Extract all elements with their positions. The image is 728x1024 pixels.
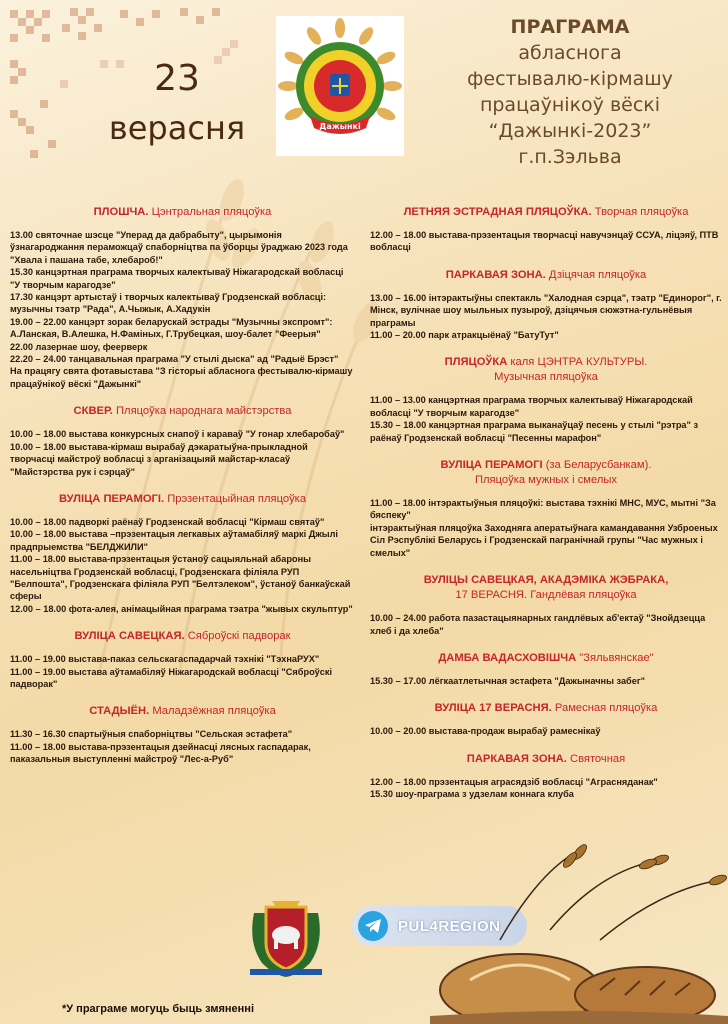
program-section [10,629,355,690]
title-line-4: працаўнікоў вёскі [479,94,661,116]
grodno-region-coat-of-arms [244,893,328,979]
section-heading-type: Прэзентацыйная пляцоўка [164,492,307,505]
section-heading-place: ДАМБА ВАДАСХОВІШЧА [438,651,577,664]
program-item: 11.00 – 18.00 выстава-прэзентацыя ўстаноў сацыяльнай абароны насельніцтва Гродзенскай вобласці, Гродзенскага філіяла РУП "Белпошта", Гродзенскага філіяла РУП "Белтэлеком", ўстаноў банкаўскай сферы [10,554,351,602]
date-day: 23 [154,58,200,99]
section-heading-line-2: 17 ВЕРАСНЯ. Гандлёвая пляцоўка [455,589,637,602]
program-item: 11.30 – 16.30 спартыўныя спаборніцтвы "Сельская эстафета" [10,729,293,740]
section-heading-place: ВУЛІЦЫ САВЕЦКАЯ, АКАДЭМІКА ЖЭБРАКА, [423,574,669,587]
program-item: 22.20 – 24.00 танцавальная праграма "У стылі дыска" ад "Радыё Брэст" [10,354,339,365]
program-item: 11.00 – 19.00 выстава аўтамабіляў Ніжагародскай вобласці "Сябpоўскі падворак" [10,666,333,689]
program-item: 12.00 – 18.00 выстава-прэзентацыя творчасці навучэнцаў ССУА, ліцэяў, ПТВ вобласці [370,230,719,253]
section-heading-place: ВУЛІЦА САВЕЦКАЯ. [74,630,185,643]
title-line-5: “Дажынкі-2023” [488,120,652,142]
program-item: 12.00 – 18.00 прэзентацыя аграсядзіб вобласці "Аграсняданак" [370,776,658,787]
program-item: 10.00 – 18.00 падворкі раёнаў Гродзенскай вобласці "Кірмаш святаў" [10,516,325,527]
program-item: 15.30 – 18.00 канцэртная праграма выканаўцаў песень у стылі "рэтра" з раёнаў Гродзенскай вобласці "Песенны марафон" [370,420,699,443]
section-heading [370,205,722,220]
section-heading-place: ПЛЯЦОЎКА [444,356,508,369]
program-section [10,704,355,765]
program-item: 17.30 канцэрт артыстаў і творчых калектываў Гродзенскай вобласці: музычны тэатр "Рада", А.Чыжык, А.Хадукін [10,292,327,315]
section-heading [10,629,355,644]
section-heading [10,492,355,507]
left-column [10,205,355,780]
program-item: 13.00 святочнае шэсце "Уперад да дабрабыту", цырымонія ўзнагароджання пераможцаў спаборніцтва па ўборцы ўраджаю 2023 года "Хвала і пашана табе, хлебароб!" [10,230,348,265]
program-item: 13.00 – 16.00 інтэрактыўны спектакль "Халодная сэрца", тэатр "Единорог", г. Мінск, вулічнае шоу мыльных пузыроў, дзіцячыя сюжэтна-гульнёвыя праграмы [370,292,722,328]
program-section [370,752,722,801]
title-line-2: абласнога [518,42,622,64]
section-heading-type: Пляцоўка народнага майстэрства [112,405,292,418]
program-section [10,492,355,615]
section-heading-place: ВУЛІЦА ПЕРАМОГІ. [58,492,165,505]
program-item: 11.00 – 18.00 выстава-прэзентацыя дзейнасці лясных гаспадарак, паказальныя выступленні майстроў "Лес-а-Руб" [10,741,311,765]
section-heading-type: Дзіцячая пляцоўка [545,268,647,281]
section-heading-place: СКВЕР. [73,405,113,418]
program-item: 10.00 – 24.00 работа пазастацыянарных гандлёвых аб'ектаў "Знойдзецца хлеб і да хлеба" [370,613,706,636]
program-section [370,458,722,559]
section-heading-type: Творчая пляцоўка [591,206,689,218]
section-heading [370,651,722,666]
section-heading [10,404,355,419]
section-heading-type: "Зяльвянскае" [576,651,654,664]
section-heading-line-2: Музычная пляцоўка [494,371,598,384]
program-section [10,404,355,478]
program-title [420,14,720,170]
program-item: 12.00 – 18.00 фота-алея, анімацыйная праграма тэатра "жывых скульптур" [10,603,353,614]
section-heading-type: Святочная [566,752,626,765]
program-section [370,651,722,687]
right-column [370,205,722,815]
section-heading-type: Цэнтральная пляцоўка [148,206,272,218]
program-section [370,205,722,254]
program-item: 19.00 – 22.00 канцэрт зорак беларускай эстрады "Музычны экспромт": А.Ланская, В.Алешка, Н.Фаміных, Г.Трубецкая, шоу-балет "Феерыя" [10,316,333,340]
section-heading-place: ПЛОШЧА. [93,206,149,218]
footer-note: *У праграме могуць быць змяненні [62,1003,255,1015]
program-item: 15.30 канцэртная праграма творчых калектываў Ніжагародскай вобласці "У творчым карагодзе" [10,267,344,290]
section-heading-type: Маладзёжная пляцоўка [149,705,276,718]
title-line-1: ПРАГРАМА [510,16,630,38]
section-heading-type: Сябpоўскі падворак [184,630,291,643]
section-heading [370,458,722,488]
event-date [92,58,262,147]
section-heading [370,573,722,603]
section-heading-place: ВУЛІЦА 17 ВЕРАСНЯ. [434,702,552,715]
section-heading-type: Рамесная пляцоўка [551,702,658,715]
program-item: 15.30 – 17.00 лёгкаатлетычная эстафета "Дажыначны забег" [370,675,646,686]
section-heading-line-2: Пляцоўка мужных і смелых [474,474,618,487]
program-section [370,573,722,637]
title-line-6: г.п.Зэльва [518,146,622,168]
section-heading-place: ПАРКАВАЯ ЗОНА. [466,752,567,765]
bread-illustration [430,830,728,1024]
section-heading [370,701,722,716]
date-month: верасня [108,109,246,147]
program-item: 10.00 – 18.00 выстава конкурсных снапоў і караваў "У гонар хлебаробаў" [10,429,345,440]
program-section [10,205,355,390]
program-item: 10.00 – 18.00 выстава –прэзентацыя легкавых аўтамабіляў маркі Джылі прадпрыемства "БЕЛДЖИЛИ" [10,529,338,552]
program-item: 15.30 шоу-праграма з удзелам коннага клуба [370,789,574,800]
section-heading-place: ВУЛІЦА ПЕРАМОГІ [440,459,543,472]
program-item: 11.00 – 19.00 выстава-паказ сельскагаспадарчай тэхнікі "ТэхнаРУХ" [10,654,320,665]
program-item: 11.00 – 20.00 парк атракцыёнаў "БатуТут" [370,330,559,341]
program-item: 10.00 – 18.00 выстава-кірмаш вырабаў дэкаратыўна-прыкладной творчасці майстроў вобласці з арганізацыяй майстар-класаў "Майстэрства рук і сэрцаў" [10,441,308,477]
logo-text: Дажынкі [319,122,361,131]
telegram-channel-label: PUL4REGION [398,917,501,935]
section-heading [10,704,355,719]
section-heading-place: ПАРКАВАЯ ЗОНА. [445,268,546,281]
program-section [370,355,722,444]
section-heading [10,205,355,220]
program-section [370,268,722,342]
program-section [370,701,722,737]
section-heading-type: (за Беларусбанкам). [542,459,652,472]
section-heading-place: СТАДЫЁН. [89,705,150,718]
section-heading-type: каля ЦЭНТРА КУЛЬТУРЫ. [507,356,648,369]
section-heading-place: ЛЕТНЯЯ ЭСТРАДНАЯ ПЛЯЦОЎКА. [403,206,592,218]
program-item: На працягу свята фотавыстава "З гісторыі абласнога фестывалю-кірмашу працаўнікоў вёскі "Дажынкі" [10,366,353,389]
program-item: 10.00 – 20.00 выстава-продаж вырабаў рамеснікаў [370,726,601,737]
section-heading [370,268,722,283]
telegram-icon [358,911,388,941]
section-heading [370,752,722,767]
program-item: 11.00 – 18.00 інтэрактыўныя пляцоўкі: выстава тэхнікі МНС, МУС, мытні "За бяспеку" [370,498,716,521]
section-heading [370,355,722,385]
program-item: інтэрактыўная пляцоўка Заходняга аператыўнага камандавання Узброеных Сіл Рэспублікі Беларусь і Гродзенскай пагранічнай групы "Час мужных і смелых" [370,522,718,558]
festival-logo [276,16,404,156]
program-item: 11.00 – 13.00 канцэртная праграма творчых калектываў Ніжагародскай вобласці "У творчым карагодзе" [370,395,693,418]
program-item: 22.00 лазернае шоу, феерверк [10,341,148,352]
title-line-3: фестывалю-кірмашу [467,68,673,90]
